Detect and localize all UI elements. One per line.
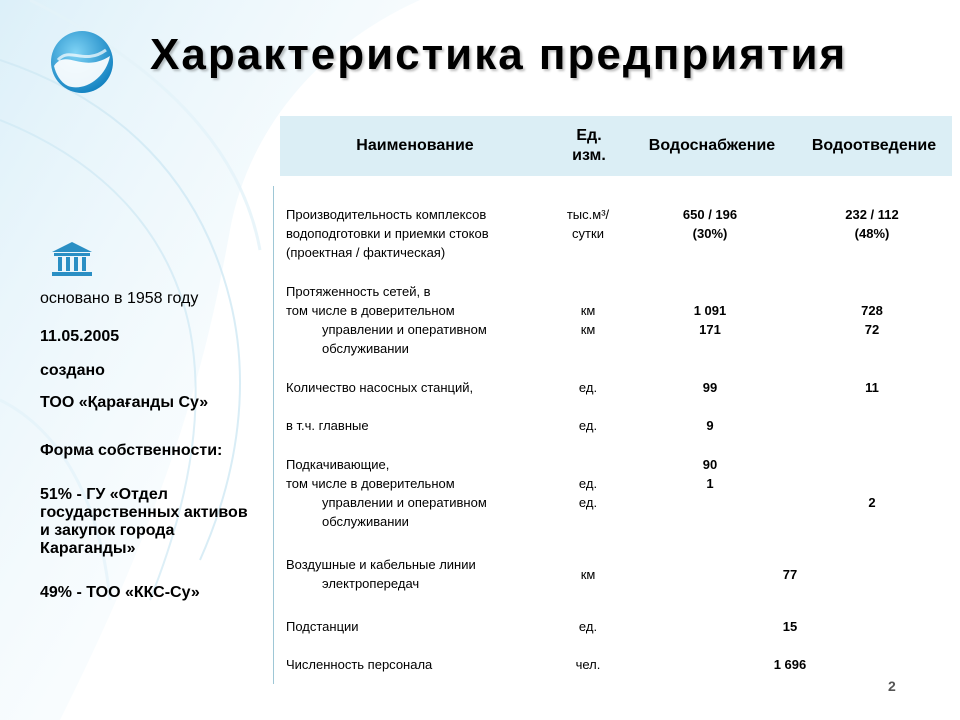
row-name-line: Производительность комплексов [286,207,487,222]
row-value-line: (30%) [692,226,728,241]
row-name-line: Подстанции [286,619,359,634]
row-value-line: (48%) [854,226,890,241]
row-capacity-disposal [822,205,922,243]
row-capacity-supply [660,205,760,243]
row-value-line: 728 [861,303,883,318]
row-unit-line: км [580,322,596,337]
row-network-unit [558,301,618,339]
row-unit-line: сутки [572,226,604,241]
row-main-pumps-unit: ед. [578,418,598,433]
founded-text: основано в 1958 году [40,290,199,307]
row-booster-disposal: 2 [868,495,876,510]
row-name-line: Подкачивающие, [286,457,390,472]
row-unit-line: ед. [578,476,598,491]
row-capacity-name [286,205,556,262]
created-date: 11.05.2005 [40,328,120,345]
row-name-line: Воздушные и кабельные линии [286,557,476,572]
header-unit-line1: Ед. [576,127,602,144]
row-network-name [286,282,556,358]
row-staff-name [286,655,556,674]
header-unit-line2: изм. [572,147,606,164]
row-pumps-disposal: 11 [865,380,879,395]
row-staff-value: 1 696 [773,657,807,672]
row-name-line: электропередач [322,576,420,591]
row-power-lines-unit: км [580,567,596,582]
row-substations-unit: ед. [578,619,598,634]
row-name-line: Количество насосных станций, [286,380,474,395]
row-value-line: 171 [699,322,721,337]
company-name: ТОО «Қарағанды Су» [40,394,209,411]
row-name-line: обслуживании [322,341,409,356]
bank-building-icon [48,240,96,278]
row-name-line: в т.ч. главные [286,418,369,433]
row-unit-line: км [580,303,596,318]
row-pumps-supply: 99 [702,380,718,395]
row-main-pumps-name [286,416,556,435]
owner-1-line: Караганды» [40,540,136,557]
ownership-label: Форма собственности: [40,442,223,459]
row-network-supply [660,301,760,339]
row-capacity-unit [558,205,618,243]
header-water-disposal: Водоотведение [811,137,937,154]
row-booster-unit [558,474,618,512]
row-value-line: 650 / 196 [682,207,738,222]
row-substations-name [286,617,556,636]
row-network-disposal [822,301,922,339]
slide-title: Характеристика предприятия [150,30,848,79]
row-power-lines-value: 77 [782,567,798,582]
row-name-line: водоподготовки и приемки стоков [286,226,489,241]
row-name-line: управлении и оперативном [322,322,487,337]
row-value-line: 1 091 [693,303,727,318]
owner-1 [40,486,248,558]
row-name-line: обслуживании [322,514,409,529]
row-pumps-unit: ед. [578,380,598,395]
company-logo-icon [48,28,116,96]
row-value-line: 232 / 112 [845,207,899,222]
row-name-line: Численность персонала [286,657,433,672]
row-booster-name [286,455,556,531]
row-value-line: 1 [706,476,714,491]
row-value-line: 90 [702,457,718,472]
row-name-line: (проектная / фактическая) [286,245,446,260]
row-unit-line: ед. [578,495,598,510]
row-pumps-name [286,378,556,397]
owner-1-line: государственных активов [40,504,248,521]
row-name-line: Протяженность сетей, в [286,284,431,299]
header-unit [558,126,620,166]
owner-2: 49% - ТОО «ККС-Су» [40,584,200,601]
page-number: 2 [888,678,896,694]
row-substations-value: 15 [782,619,798,634]
row-unit-line: тыс.м³/ [566,207,610,222]
row-name-line: управлении и оперативном [322,495,487,510]
row-value-line: 72 [864,322,880,337]
vertical-divider [273,186,274,684]
row-name-line: том числе в доверительном [286,303,455,318]
row-booster-supply [660,455,760,493]
header-water-supply: Водоснабжение [648,137,776,154]
owner-1-line: 51% - ГУ «Отдел [40,486,168,503]
created-label: создано [40,362,105,379]
row-staff-unit: чел. [575,657,601,672]
row-main-pumps-supply: 9 [706,418,714,433]
header-name: Наименование [356,137,474,154]
row-name-line: том числе в доверительном [286,476,455,491]
row-power-lines-name [286,555,556,593]
owner-1-line: и закупок города [40,522,175,539]
